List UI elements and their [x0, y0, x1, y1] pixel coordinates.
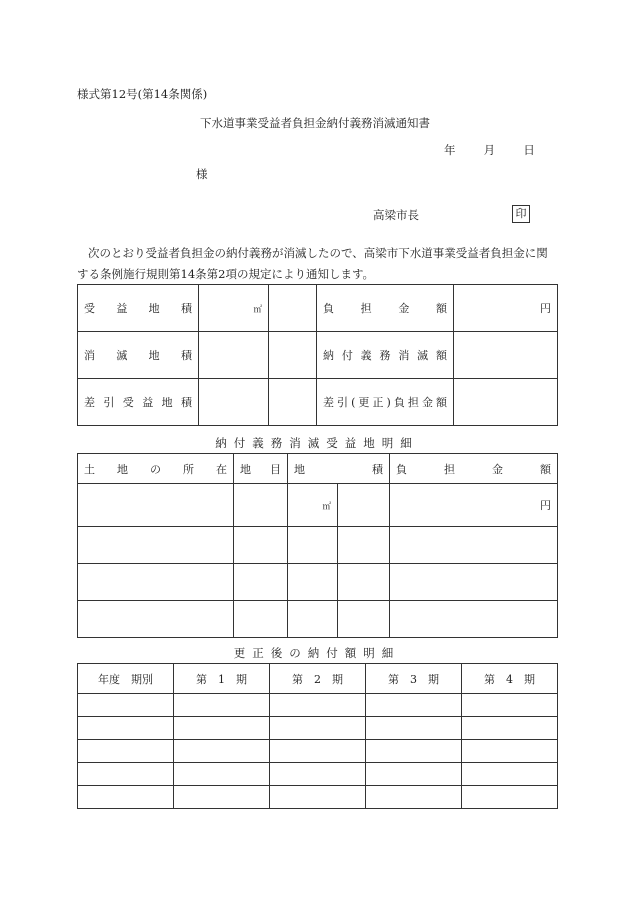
extinguished-payment-label: 納付義務消滅額: [317, 332, 454, 379]
net-area-value[interactable]: [199, 379, 269, 426]
period-cell[interactable]: [462, 694, 558, 717]
table-row: [78, 484, 558, 527]
period-cell[interactable]: [366, 740, 462, 763]
fiscal-cell[interactable]: [78, 763, 174, 786]
period-cell[interactable]: [174, 786, 270, 809]
category-cell[interactable]: [234, 564, 288, 601]
detail-caption: 納付義務消滅受益地明細: [215, 436, 419, 450]
period-cell[interactable]: [366, 786, 462, 809]
location-cell[interactable]: [78, 564, 234, 601]
category-cell[interactable]: [234, 527, 288, 564]
location-cell[interactable]: [78, 527, 234, 564]
period-cell[interactable]: [270, 763, 366, 786]
extinguished-payment-value[interactable]: [454, 332, 558, 379]
charge-cell[interactable]: [390, 564, 558, 601]
area-decimal-cell[interactable]: [338, 527, 390, 564]
date-day: 日: [523, 143, 535, 157]
period-cell[interactable]: [462, 786, 558, 809]
category-cell[interactable]: [234, 601, 288, 638]
table-row: [78, 379, 558, 426]
period-cell[interactable]: [174, 763, 270, 786]
table-row: [78, 786, 558, 809]
fiscal-cell[interactable]: [78, 717, 174, 740]
form-number: 様式第12号(第14条関係): [77, 87, 208, 101]
benefit-area-value-decimal[interactable]: [269, 285, 317, 332]
period-cell[interactable]: [270, 694, 366, 717]
location-cell[interactable]: [78, 601, 234, 638]
header-period-1: 第 1 期: [174, 664, 270, 694]
body-text-content: 次のとおり受益者負担金の納付義務が消滅したので、高梁市下水道事業受益者負担金に関する条例施行規則第14条第2項の規定により通知します。: [77, 246, 548, 281]
table-row: [78, 717, 558, 740]
period-cell[interactable]: [462, 763, 558, 786]
detail-table: [77, 453, 558, 638]
header-fiscal-period: 年度 期別: [78, 664, 174, 694]
table-row: [78, 564, 558, 601]
benefit-area-label: 受 益 地 積: [78, 285, 199, 332]
fiscal-cell[interactable]: [78, 740, 174, 763]
period-cell[interactable]: [462, 717, 558, 740]
period-cell[interactable]: [174, 694, 270, 717]
header-period-3: 第 3 期: [366, 664, 462, 694]
fiscal-cell[interactable]: [78, 786, 174, 809]
charge-cell[interactable]: [390, 484, 558, 527]
location-cell[interactable]: [78, 484, 234, 527]
body-text: [77, 243, 557, 285]
table-row: [78, 601, 558, 638]
area-decimal-cell[interactable]: [338, 484, 390, 527]
table-row: [78, 285, 558, 332]
table-row: [78, 694, 558, 717]
period-cell[interactable]: [270, 717, 366, 740]
area-unit: ㎡: [253, 304, 262, 315]
period-cell[interactable]: [366, 694, 462, 717]
period-cell[interactable]: [366, 717, 462, 740]
yen-unit: 円: [540, 499, 551, 512]
extinguished-area-value-decimal[interactable]: [269, 332, 317, 379]
area-cell[interactable]: [288, 484, 338, 527]
revised-caption: 更正後の納付額明細: [233, 646, 401, 660]
addressee-suffix: 様: [196, 167, 208, 181]
revised-table: [77, 663, 558, 809]
charge-amount-value[interactable]: [454, 285, 558, 332]
net-area-label: 差引受益地積: [78, 379, 199, 426]
date-month: 月: [483, 143, 496, 157]
area-unit: ㎡: [322, 501, 331, 512]
fiscal-cell[interactable]: [78, 694, 174, 717]
date-year: 年: [444, 143, 456, 157]
charge-cell[interactable]: [390, 527, 558, 564]
header-period-4: 第 4 期: [462, 664, 558, 694]
category-cell[interactable]: [234, 484, 288, 527]
header-charge: 負 担 金 額: [390, 454, 558, 484]
date-line: [444, 142, 535, 158]
period-cell[interactable]: [462, 740, 558, 763]
area-decimal-cell[interactable]: [338, 601, 390, 638]
summary-table: [77, 284, 558, 426]
header-location: 土地の所在: [78, 454, 234, 484]
table-row: [78, 332, 558, 379]
period-cell[interactable]: [270, 740, 366, 763]
table-row: [78, 763, 558, 786]
header-area: 地 積: [288, 454, 390, 484]
period-cell[interactable]: [270, 786, 366, 809]
area-decimal-cell[interactable]: [338, 564, 390, 601]
header-category: 地目: [234, 454, 288, 484]
net-charge-label: 差引(更正)負担金額: [317, 379, 454, 426]
extinguished-area-label: 消 滅 地 積: [78, 332, 199, 379]
area-cell[interactable]: [288, 601, 338, 638]
document-title: 下水道事業受益者負担金納付義務消滅通知書: [200, 116, 430, 130]
extinguished-area-value[interactable]: [199, 332, 269, 379]
area-cell[interactable]: [288, 527, 338, 564]
charge-cell[interactable]: [390, 601, 558, 638]
net-area-value-decimal[interactable]: [269, 379, 317, 426]
table-header-row: [78, 664, 558, 694]
table-row: [78, 740, 558, 763]
yen-unit: 円: [540, 302, 551, 315]
issuer: 高梁市長: [373, 208, 419, 222]
net-charge-value[interactable]: [454, 379, 558, 426]
seal-mark: 印: [512, 205, 530, 223]
period-cell[interactable]: [174, 717, 270, 740]
period-cell[interactable]: [174, 740, 270, 763]
charge-amount-label: 負 担 金 額: [317, 285, 454, 332]
table-row: [78, 527, 558, 564]
area-cell[interactable]: [288, 564, 338, 601]
table-header-row: [78, 454, 558, 484]
benefit-area-value[interactable]: [199, 285, 269, 332]
header-period-2: 第 2 期: [270, 664, 366, 694]
period-cell[interactable]: [366, 763, 462, 786]
